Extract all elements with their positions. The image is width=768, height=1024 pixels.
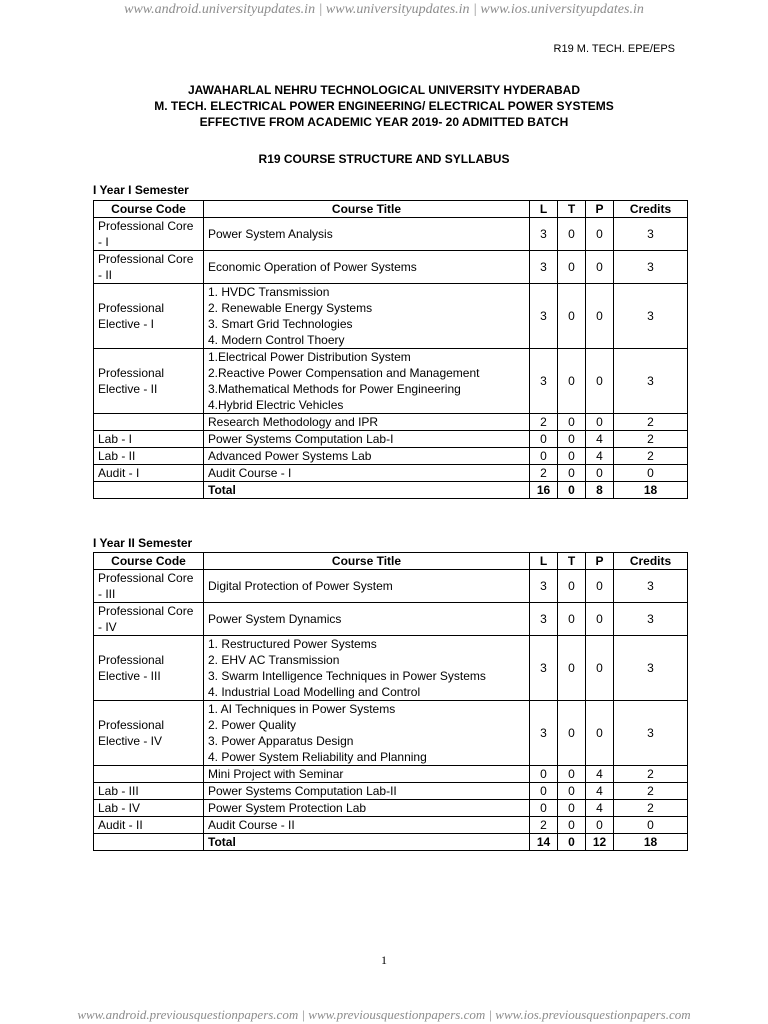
hours-t-cell: 0 bbox=[558, 431, 586, 448]
credits-cell: 0 bbox=[614, 465, 688, 482]
hours-p-cell: 0 bbox=[586, 603, 614, 636]
course-option: Audit Course - II bbox=[208, 818, 295, 832]
credits-cell: 3 bbox=[614, 251, 688, 284]
total-row bbox=[94, 482, 688, 499]
course-title bbox=[204, 251, 530, 284]
table-row bbox=[94, 603, 688, 636]
table-row bbox=[94, 431, 688, 448]
course-option: 3. Power Apparatus Design bbox=[208, 734, 354, 748]
hours-p-cell: 0 bbox=[586, 817, 614, 834]
course-option: 4.Hybrid Electric Vehicles bbox=[208, 398, 344, 412]
total-t-cell: 0 bbox=[558, 482, 586, 499]
course-option: Power Systems Computation Lab-II bbox=[208, 784, 397, 798]
total-l-cell: 14 bbox=[530, 834, 558, 851]
course-option: Audit Course - I bbox=[208, 466, 292, 480]
course-code: Lab - IV bbox=[94, 800, 204, 817]
course-title bbox=[204, 218, 530, 251]
course-title bbox=[204, 817, 530, 834]
table-row bbox=[94, 218, 688, 251]
course-option: Research Methodology and IPR bbox=[208, 415, 379, 429]
hours-l-cell: 3 bbox=[530, 570, 558, 603]
course-code bbox=[94, 766, 204, 783]
column-header: Course Code bbox=[94, 201, 204, 218]
course-option: Digital Protection of Power System bbox=[208, 579, 393, 593]
hours-l-cell: 3 bbox=[530, 636, 558, 701]
hours-l-cell: 3 bbox=[530, 218, 558, 251]
hours-p-cell: 0 bbox=[586, 284, 614, 349]
credits-cell: 2 bbox=[614, 448, 688, 465]
hours-t-cell: 0 bbox=[558, 636, 586, 701]
course-option: Mini Project with Seminar bbox=[208, 767, 344, 781]
credits-cell: 2 bbox=[614, 431, 688, 448]
course-title bbox=[204, 783, 530, 800]
hours-t-cell: 0 bbox=[558, 570, 586, 603]
column-header: P bbox=[586, 201, 614, 218]
credits-cell: 3 bbox=[614, 284, 688, 349]
table-row bbox=[94, 783, 688, 800]
watermark-bottom: www.android.previousquestionpapers.com | www.previousquestionpapers.com | www.ios.previousquestionpapers.com bbox=[77, 1007, 691, 1022]
course-option: 2. EHV AC Transmission bbox=[208, 653, 340, 667]
table-row bbox=[94, 414, 688, 431]
course-option: 3. Smart Grid Technologies bbox=[208, 317, 353, 331]
hours-t-cell: 0 bbox=[558, 603, 586, 636]
course-code: Professional Core - III bbox=[94, 570, 204, 603]
hours-p-cell: 4 bbox=[586, 431, 614, 448]
hours-t-cell: 0 bbox=[558, 349, 586, 414]
hours-p-cell: 4 bbox=[586, 800, 614, 817]
table-row bbox=[94, 570, 688, 603]
course-option: 4. Industrial Load Modelling and Control bbox=[208, 685, 421, 699]
column-header: T bbox=[558, 553, 586, 570]
semester-1-table bbox=[93, 200, 688, 499]
hours-p-cell: 0 bbox=[586, 701, 614, 766]
hours-p-cell: 0 bbox=[586, 570, 614, 603]
page-number: 1 bbox=[381, 953, 387, 967]
hours-t-cell: 0 bbox=[558, 800, 586, 817]
hours-l-cell: 2 bbox=[530, 414, 558, 431]
total-blank-cell bbox=[94, 482, 204, 499]
course-option: 4. Power System Reliability and Planning bbox=[208, 750, 427, 764]
total-label: Total bbox=[204, 482, 530, 499]
column-header: L bbox=[530, 553, 558, 570]
hours-l-cell: 0 bbox=[530, 766, 558, 783]
course-option: Power System Analysis bbox=[208, 227, 333, 241]
column-header: Credits bbox=[614, 553, 688, 570]
course-code: Audit - I bbox=[94, 465, 204, 482]
total-p-cell: 8 bbox=[586, 482, 614, 499]
semester-2-heading: I Year II Semester bbox=[93, 536, 193, 550]
hours-t-cell: 0 bbox=[558, 251, 586, 284]
course-code: Professional Elective - I bbox=[94, 284, 204, 349]
course-code: Lab - I bbox=[94, 431, 204, 448]
course-option: 1. AI Techniques in Power Systems bbox=[208, 702, 396, 716]
hours-t-cell: 0 bbox=[558, 817, 586, 834]
page-subtitle: R19 COURSE STRUCTURE AND SYLLABUS bbox=[258, 152, 510, 166]
hours-p-cell: 4 bbox=[586, 766, 614, 783]
course-code: Lab - II bbox=[94, 448, 204, 465]
title-line: M. TECH. ELECTRICAL POWER ENGINEERING/ ELECTRICAL POWER SYSTEMS bbox=[154, 99, 614, 113]
total-credits-cell: 18 bbox=[614, 834, 688, 851]
table-row bbox=[94, 349, 688, 414]
table-row bbox=[94, 284, 688, 349]
hours-l-cell: 3 bbox=[530, 349, 558, 414]
hours-t-cell: 0 bbox=[558, 448, 586, 465]
table-row bbox=[94, 636, 688, 701]
hours-l-cell: 3 bbox=[530, 284, 558, 349]
credits-cell: 3 bbox=[614, 603, 688, 636]
hours-l-cell: 0 bbox=[530, 800, 558, 817]
column-header: P bbox=[586, 553, 614, 570]
course-code: Lab - III bbox=[94, 783, 204, 800]
hours-t-cell: 0 bbox=[558, 284, 586, 349]
course-title bbox=[204, 431, 530, 448]
title-line: EFFECTIVE FROM ACADEMIC YEAR 2019- 20 ADMITTED BATCH bbox=[199, 115, 569, 129]
hours-p-cell: 0 bbox=[586, 414, 614, 431]
course-title bbox=[204, 448, 530, 465]
credits-cell: 2 bbox=[614, 783, 688, 800]
course-title bbox=[204, 570, 530, 603]
document-code: R19 M. TECH. EPE/EPS bbox=[553, 43, 675, 55]
course-code bbox=[94, 414, 204, 431]
course-option: 3. Swarm Intelligence Techniques in Power Systems bbox=[208, 669, 486, 683]
course-option: 2. Power Quality bbox=[208, 718, 297, 732]
hours-t-cell: 0 bbox=[558, 701, 586, 766]
total-label: Total bbox=[204, 834, 530, 851]
total-t-cell: 0 bbox=[558, 834, 586, 851]
hours-l-cell: 2 bbox=[530, 817, 558, 834]
hours-p-cell: 0 bbox=[586, 218, 614, 251]
total-credits-cell: 18 bbox=[614, 482, 688, 499]
credits-cell: 3 bbox=[614, 570, 688, 603]
course-option: 1. HVDC Transmission bbox=[208, 285, 330, 299]
course-title bbox=[204, 766, 530, 783]
credits-cell: 3 bbox=[614, 349, 688, 414]
course-title bbox=[204, 284, 530, 349]
column-header: Course Title bbox=[204, 553, 530, 570]
semester-1-heading: I Year I Semester bbox=[93, 183, 189, 197]
hours-p-cell: 4 bbox=[586, 783, 614, 800]
hours-t-cell: 0 bbox=[558, 218, 586, 251]
semester-2-table bbox=[93, 552, 688, 851]
course-code: Professional Core - II bbox=[94, 251, 204, 284]
hours-l-cell: 3 bbox=[530, 701, 558, 766]
course-code: Professional Core - I bbox=[94, 218, 204, 251]
credits-cell: 0 bbox=[614, 817, 688, 834]
course-title bbox=[204, 465, 530, 482]
course-code: Audit - II bbox=[94, 817, 204, 834]
hours-t-cell: 0 bbox=[558, 414, 586, 431]
credits-cell: 2 bbox=[614, 414, 688, 431]
total-l-cell: 16 bbox=[530, 482, 558, 499]
column-header: Course Title bbox=[204, 201, 530, 218]
course-code: Professional Elective - IV bbox=[94, 701, 204, 766]
course-option: Advanced Power Systems Lab bbox=[208, 449, 372, 463]
hours-l-cell: 0 bbox=[530, 448, 558, 465]
hours-l-cell: 3 bbox=[530, 251, 558, 284]
course-option: 4. Modern Control Thoery bbox=[208, 333, 345, 347]
credits-cell: 3 bbox=[614, 636, 688, 701]
total-p-cell: 12 bbox=[586, 834, 614, 851]
course-title bbox=[204, 636, 530, 701]
column-header: T bbox=[558, 201, 586, 218]
course-option: 2. Renewable Energy Systems bbox=[208, 301, 373, 315]
course-option: Power System Dynamics bbox=[208, 612, 342, 626]
table-row bbox=[94, 800, 688, 817]
column-header: Credits bbox=[614, 201, 688, 218]
course-title bbox=[204, 603, 530, 636]
course-option: Economic Operation of Power Systems bbox=[208, 260, 417, 274]
hours-l-cell: 3 bbox=[530, 603, 558, 636]
course-code: Professional Elective - II bbox=[94, 349, 204, 414]
table-row bbox=[94, 701, 688, 766]
course-option: 1. Restructured Power Systems bbox=[208, 637, 377, 651]
column-header: Course Code bbox=[94, 553, 204, 570]
table-row bbox=[94, 465, 688, 482]
table-header-row bbox=[94, 201, 688, 218]
hours-t-cell: 0 bbox=[558, 783, 586, 800]
course-option: 3.Mathematical Methods for Power Engineering bbox=[208, 382, 461, 396]
table-row bbox=[94, 817, 688, 834]
hours-l-cell: 2 bbox=[530, 465, 558, 482]
table-row bbox=[94, 448, 688, 465]
course-option: Power System Protection Lab bbox=[208, 801, 367, 815]
course-code: Professional Elective - III bbox=[94, 636, 204, 701]
course-title bbox=[204, 701, 530, 766]
course-code: Professional Core - IV bbox=[94, 603, 204, 636]
hours-p-cell: 0 bbox=[586, 465, 614, 482]
document-title bbox=[0, 82, 768, 130]
hours-t-cell: 0 bbox=[558, 465, 586, 482]
course-option: Power Systems Computation Lab-I bbox=[208, 432, 394, 446]
course-option: 2.Reactive Power Compensation and Management bbox=[208, 366, 480, 380]
table-row bbox=[94, 251, 688, 284]
hours-p-cell: 4 bbox=[586, 448, 614, 465]
credits-cell: 2 bbox=[614, 766, 688, 783]
watermark-top: www.android.universityupdates.in | www.universityupdates.in | www.ios.universityupdates.in bbox=[124, 2, 644, 17]
table-row bbox=[94, 766, 688, 783]
credits-cell: 3 bbox=[614, 701, 688, 766]
column-header: L bbox=[530, 201, 558, 218]
course-option: 1.Electrical Power Distribution System bbox=[208, 350, 411, 364]
course-title bbox=[204, 414, 530, 431]
hours-l-cell: 0 bbox=[530, 431, 558, 448]
course-title bbox=[204, 349, 530, 414]
table-header-row bbox=[94, 553, 688, 570]
hours-t-cell: 0 bbox=[558, 766, 586, 783]
hours-p-cell: 0 bbox=[586, 349, 614, 414]
total-blank-cell bbox=[94, 834, 204, 851]
title-line: JAWAHARLAL NEHRU TECHNOLOGICAL UNIVERSITY HYDERABAD bbox=[187, 83, 581, 97]
course-title bbox=[204, 800, 530, 817]
total-row bbox=[94, 834, 688, 851]
hours-p-cell: 0 bbox=[586, 636, 614, 701]
hours-l-cell: 0 bbox=[530, 783, 558, 800]
credits-cell: 3 bbox=[614, 218, 688, 251]
hours-p-cell: 0 bbox=[586, 251, 614, 284]
credits-cell: 2 bbox=[614, 800, 688, 817]
